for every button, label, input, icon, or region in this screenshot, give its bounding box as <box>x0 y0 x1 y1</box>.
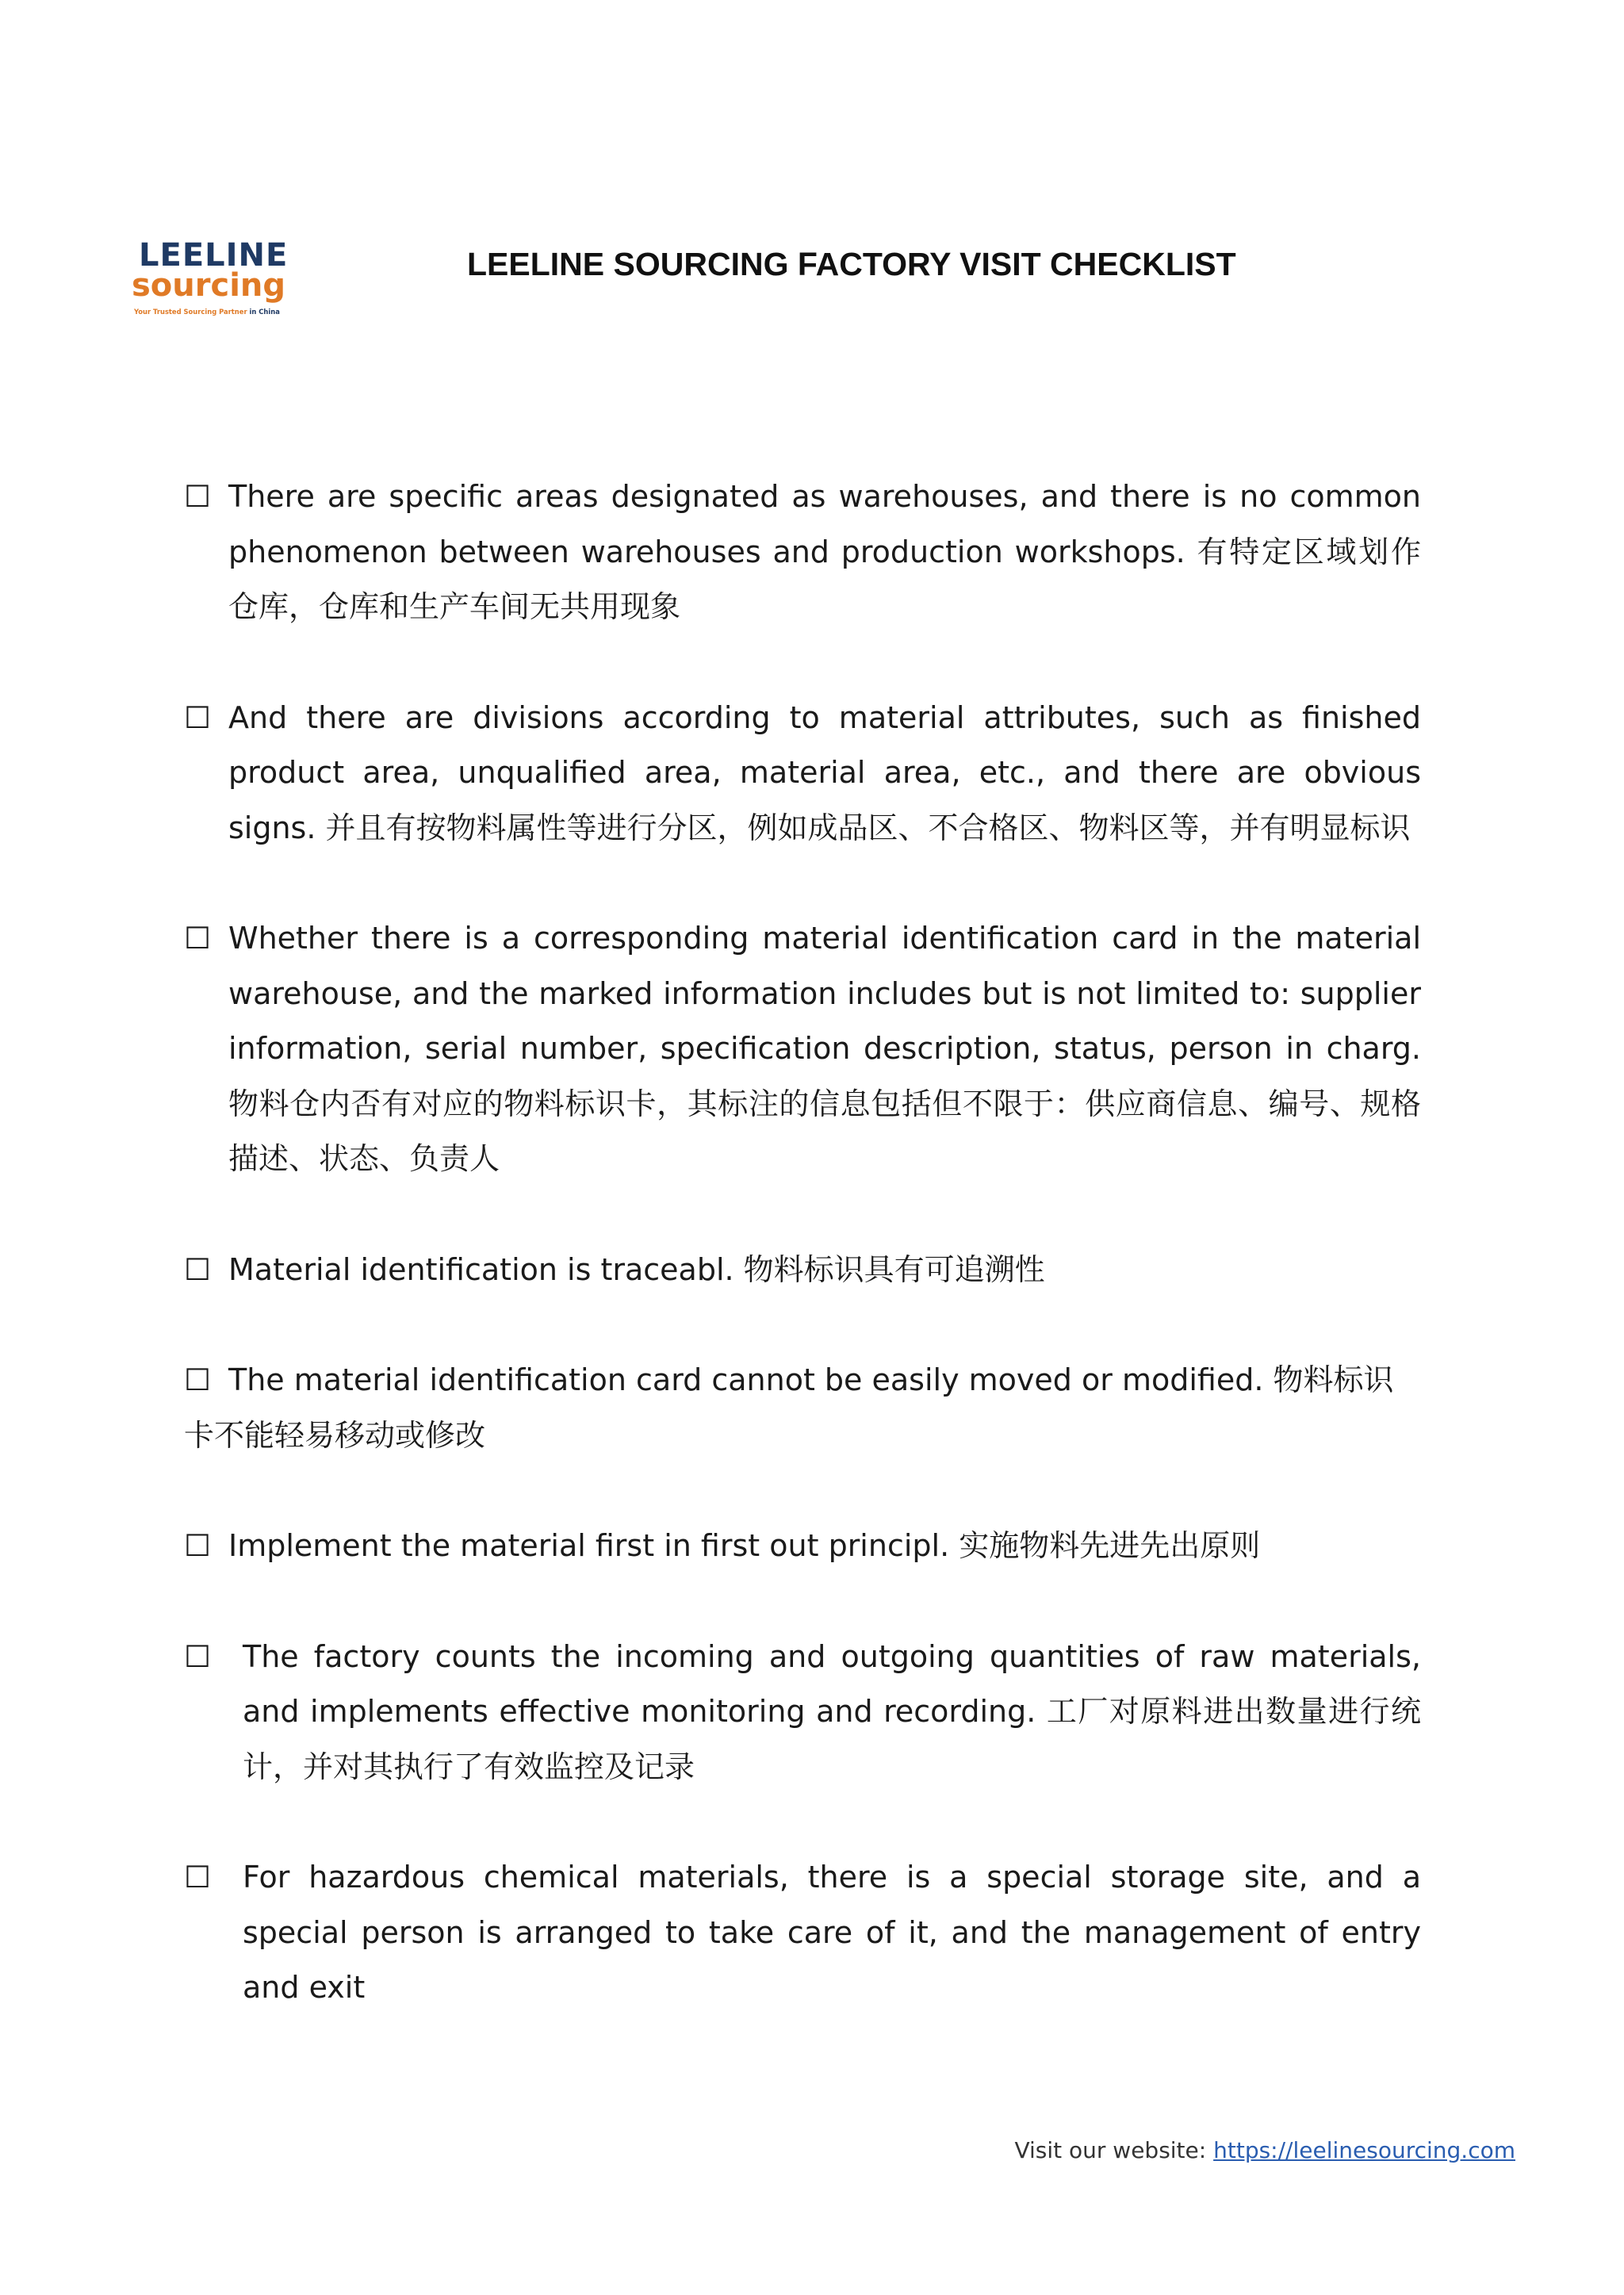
checklist-item-text: Implement the material first in first out principl. 实施物料先进先出原则 <box>228 1528 1261 1563</box>
checkbox[interactable]: ☐ <box>184 921 212 956</box>
checkbox[interactable]: ☐ <box>184 479 212 514</box>
checklist-item <box>184 469 1421 635</box>
checklist-item <box>184 1353 1421 1463</box>
checkbox[interactable]: ☐ <box>184 1251 212 1287</box>
checkbox[interactable]: ☐ <box>184 699 212 735</box>
company-logo <box>129 238 288 325</box>
checklist-item-text: The material identification card cannot be easily moved or modified. 物料标识卡不能轻易移动或修改 <box>184 1362 1394 1453</box>
checklist <box>184 469 1421 2016</box>
checklist-item-text: The factory counts the incoming and outgoing quantities of raw materials, and implements effective monitoring and recording. 工厂对原料进出数量进行统计，并对其执行了有效监控及记录 <box>243 1638 1421 1784</box>
checklist-item <box>184 1630 1421 1795</box>
checklist-item-text: Material identification is traceabl. 物料标识具有可追溯性 <box>228 1251 1045 1287</box>
logo-tagline: Your Trusted Sourcing Partner in China <box>134 308 280 316</box>
checkbox[interactable]: ☐ <box>184 1528 212 1563</box>
checklist-item <box>184 691 1421 856</box>
footer-label: Visit our website: <box>1014 2137 1207 2163</box>
page-title: LEELINE SOURCING FACTORY VISIT CHECKLIST <box>467 246 1236 282</box>
checkbox[interactable]: ☐ <box>184 1638 212 1674</box>
checklist-item <box>184 1850 1421 2016</box>
logo-wordmark-leeline: LEELINE <box>139 237 289 274</box>
checklist-item <box>184 911 1421 1187</box>
website-link[interactable]: https://leelinesourcing.com <box>1213 2137 1515 2163</box>
checkbox[interactable]: ☐ <box>184 1362 212 1397</box>
checklist-item <box>184 1519 1421 1574</box>
checklist-item-text: There are specific areas designated as warehouses, and there is no common phenomenon between warehouses and production workshops. 有特定区域划作仓库，仓库和生产车间无共用现象 <box>228 479 1421 624</box>
footer <box>1014 2135 1515 2167</box>
checklist-item <box>184 1243 1421 1298</box>
checklist-item-text: Whether there is a corresponding material identification card in the material warehouse, and the marked information includes but is not limited to: supplier information, serial number, specification description, status, person in charg. 物料仓内否有对应的物料标识卡，其标注的信息包括但不限于：供应商信息、编号、规格描述、状态、负责人 <box>228 921 1421 1176</box>
checkbox[interactable]: ☐ <box>184 1860 212 1895</box>
checklist-item-text: And there are divisions according to material attributes, such as finished product area, unqualified area, material area, etc., and there are obvious signs. 并且有按物料属性等进行分区，例如成品区、不合格区、物料区等，并有明显标识 <box>228 699 1421 845</box>
logo-wordmark-sourcing: sourcing <box>132 267 286 304</box>
checklist-item-text: For hazardous chemical materials, there is a special storage site, and a special person is arranged to take care of it, and the management of entry and exit <box>243 1860 1421 2005</box>
